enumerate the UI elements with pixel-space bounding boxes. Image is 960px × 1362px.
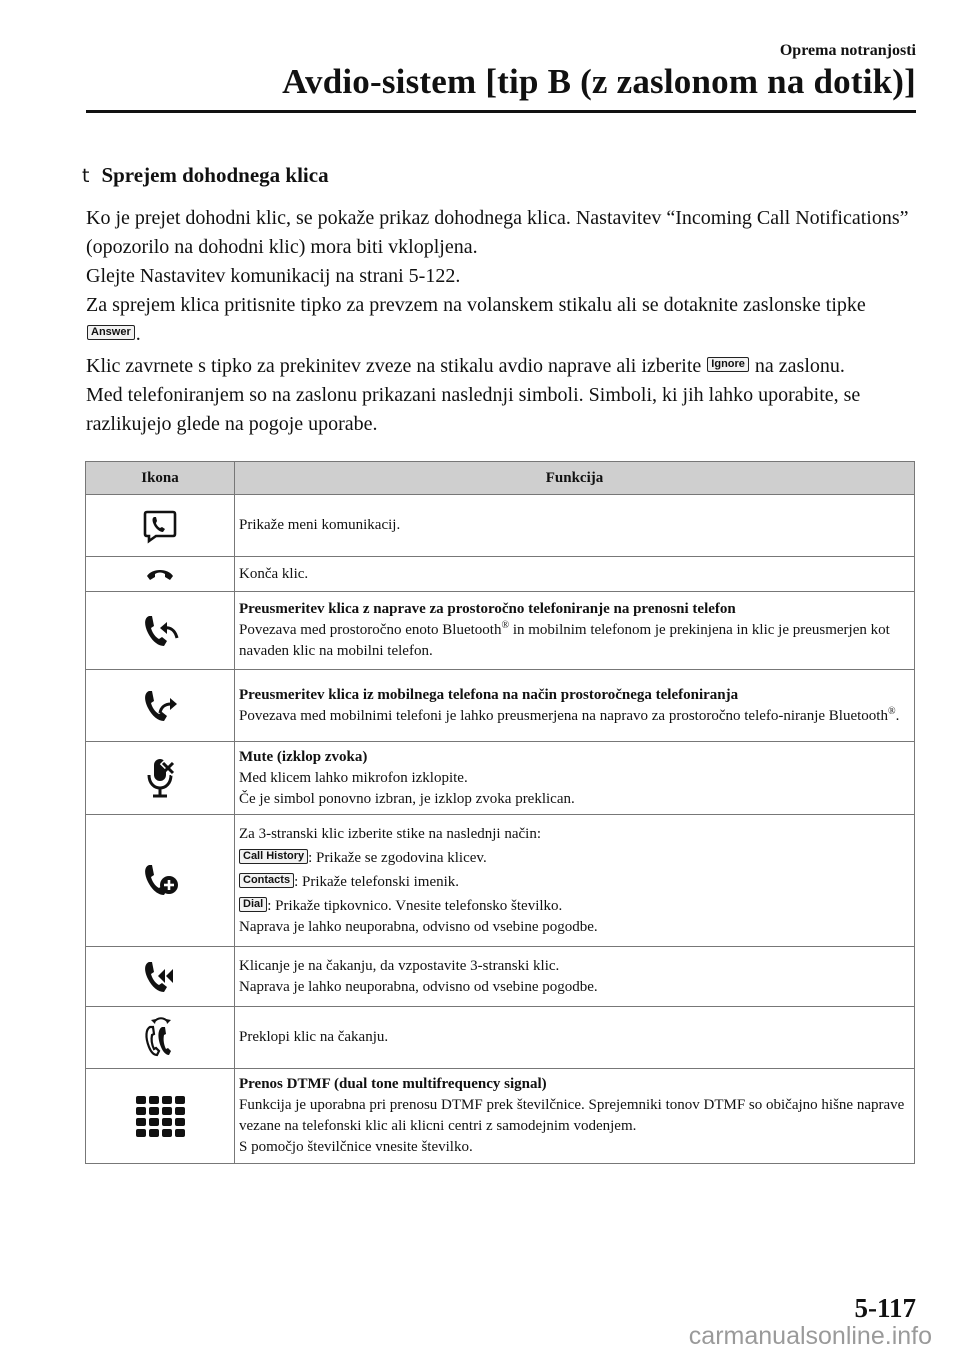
- bullet-icon: t: [82, 165, 90, 187]
- column-header-function: Funkcija: [235, 462, 915, 495]
- function-description: Naprava je lahko neuporabna, odvisno od vsebine pogodbe.: [239, 978, 598, 995]
- header-divider: [86, 110, 916, 113]
- paragraph-text: na zaslonu.: [749, 355, 845, 377]
- section-heading: [82, 163, 329, 188]
- function-cell: Preklopi klic na čakanju.: [235, 1007, 915, 1069]
- column-header-icon: Ikona: [86, 462, 235, 495]
- function-description: Klicanje je na čakanju, da vzpostavite 3-stranski klic.: [239, 957, 560, 974]
- table-row: [86, 947, 915, 1007]
- paragraph-text: .: [135, 323, 141, 345]
- swap-call-icon: [140, 1015, 180, 1061]
- function-description: Med klicem lahko mikrofon izklopite.: [239, 769, 468, 786]
- call-history-key-label: Call History: [239, 849, 308, 864]
- contacts-key-label: Contacts: [239, 873, 294, 888]
- function-description: Naprava je lahko neuporabna, odvisno od vsebine pogodbe.: [239, 918, 598, 935]
- table-row: [86, 592, 915, 670]
- paragraph: Med telefoniranjem so na zaslonu prikazani naslednji simboli. Simboli, ki jih lahko uporabite, se razlikujejo glede na pogoje uporabe.: [86, 384, 861, 435]
- registered-mark: ®: [887, 705, 896, 717]
- hold-call-icon: [140, 958, 180, 996]
- function-cell: [235, 947, 915, 1007]
- table-row: [86, 1007, 915, 1069]
- section-heading-text: Sprejem dohodnega klica: [101, 163, 329, 187]
- function-title: Prenos DTMF (dual tone multifrequency signal): [239, 1076, 547, 1092]
- dial-key-label: Dial: [239, 897, 267, 912]
- transfer-to-handsfree-icon: [140, 687, 180, 725]
- function-description: Če je simbol ponovno izbran, je izklop zvoka preklican.: [239, 790, 575, 807]
- description-text: : Prikaže se zgodovina klicev.: [308, 849, 487, 866]
- add-call-icon: [140, 861, 180, 901]
- description-text: Povezava med prostoročno enoto Bluetooth: [239, 622, 502, 638]
- function-description: Za 3-stranski klic izberite stike na naslednji način:: [239, 825, 541, 842]
- function-title: Preusmeritev klica z naprave za prostoročno telefoniranje na prenosni telefon: [239, 601, 736, 617]
- answer-key-label: Answer: [87, 325, 135, 340]
- description-text: : Prikaže telefonski imenik.: [294, 873, 460, 890]
- table-row: [86, 670, 915, 742]
- function-cell: [235, 592, 915, 670]
- table-row: [86, 557, 915, 592]
- paragraph: [86, 291, 916, 349]
- table-row: [86, 742, 915, 815]
- page-number: 5-117: [854, 1293, 916, 1323]
- mute-microphone-icon: [144, 756, 176, 800]
- keypad-icon: [133, 1093, 187, 1139]
- body-text: [86, 204, 916, 439]
- function-title: Preusmeritev klica iz mobilnega telefona na način prostoročnega telefoniranja: [239, 686, 739, 703]
- description-text: : Prikaže tipkovnico. Vnesite telefonsko številko.: [267, 897, 563, 914]
- description-text: Povezava med mobilnimi telefoni je lahko preusmerjena na napravo za prostoročno telefo-niranje Bluetooth: [239, 707, 888, 724]
- transfer-to-phone-icon: [140, 612, 180, 650]
- function-cell: Konča klic.: [235, 557, 915, 592]
- function-cell: [235, 1069, 915, 1164]
- registered-mark: ®: [501, 620, 510, 631]
- page-title: Avdio-sistem [tip B (z zaslonom na dotik)]: [282, 62, 916, 101]
- section-subtitle: Oprema notranjosti: [779, 42, 916, 59]
- communication-menu-icon: [142, 508, 178, 544]
- icon-function-table: [85, 461, 915, 1164]
- function-cell: Prikaže meni komunikacij.: [235, 495, 915, 557]
- option-line: [239, 872, 910, 893]
- end-call-icon: [145, 565, 175, 583]
- ignore-key-label: Ignore: [707, 357, 749, 372]
- function-description: [239, 706, 910, 727]
- function-cell: [235, 815, 915, 947]
- function-description: [239, 620, 910, 662]
- table-row: [86, 1069, 915, 1164]
- table-row: [86, 495, 915, 557]
- function-cell: [235, 670, 915, 742]
- paragraph: Glejte Nastavitev komunikacij na strani 5-122.: [86, 265, 461, 287]
- function-description: Funkcija je uporabna pri prenosu DTMF prek številčnice. Sprejemniki tonov DTMF so običajno hišne naprave vezane na telefonski klic ali klicni centri z samodejnim vodenjem.: [239, 1097, 905, 1134]
- description-text: .: [895, 707, 900, 724]
- option-line: [239, 848, 910, 869]
- paragraph-text: Klic zavrnete s tipko za prekinitev zveze na stikalu avdio naprave ali izberite: [86, 355, 707, 377]
- watermark: carmanualsonline.info: [688, 1322, 932, 1350]
- paragraph-text: Za sprejem klica pritisnite tipko za prevzem na volanskem stikalu ali se dotaknite zaslonske tipke: [86, 294, 866, 316]
- description-text: in mobilnim telefonom je prekinjena in klic je preusmerjen kot navaden klic na mobilni telefon.: [239, 622, 890, 659]
- function-description: S pomočjo številčnice vnesite številko.: [239, 1139, 473, 1155]
- table-row: [86, 815, 915, 947]
- paragraph: Ko je prejet dohodni klic, se pokaže prikaz dohodnega klica. Nastavitev “Incoming Call Notifications” (opozorilo na dohodni klic) mora biti vklopljena.: [86, 207, 909, 258]
- option-line: [239, 896, 910, 917]
- function-cell: [235, 742, 915, 815]
- function-title: Mute (izklop zvoka): [239, 748, 368, 765]
- paragraph: [86, 352, 916, 381]
